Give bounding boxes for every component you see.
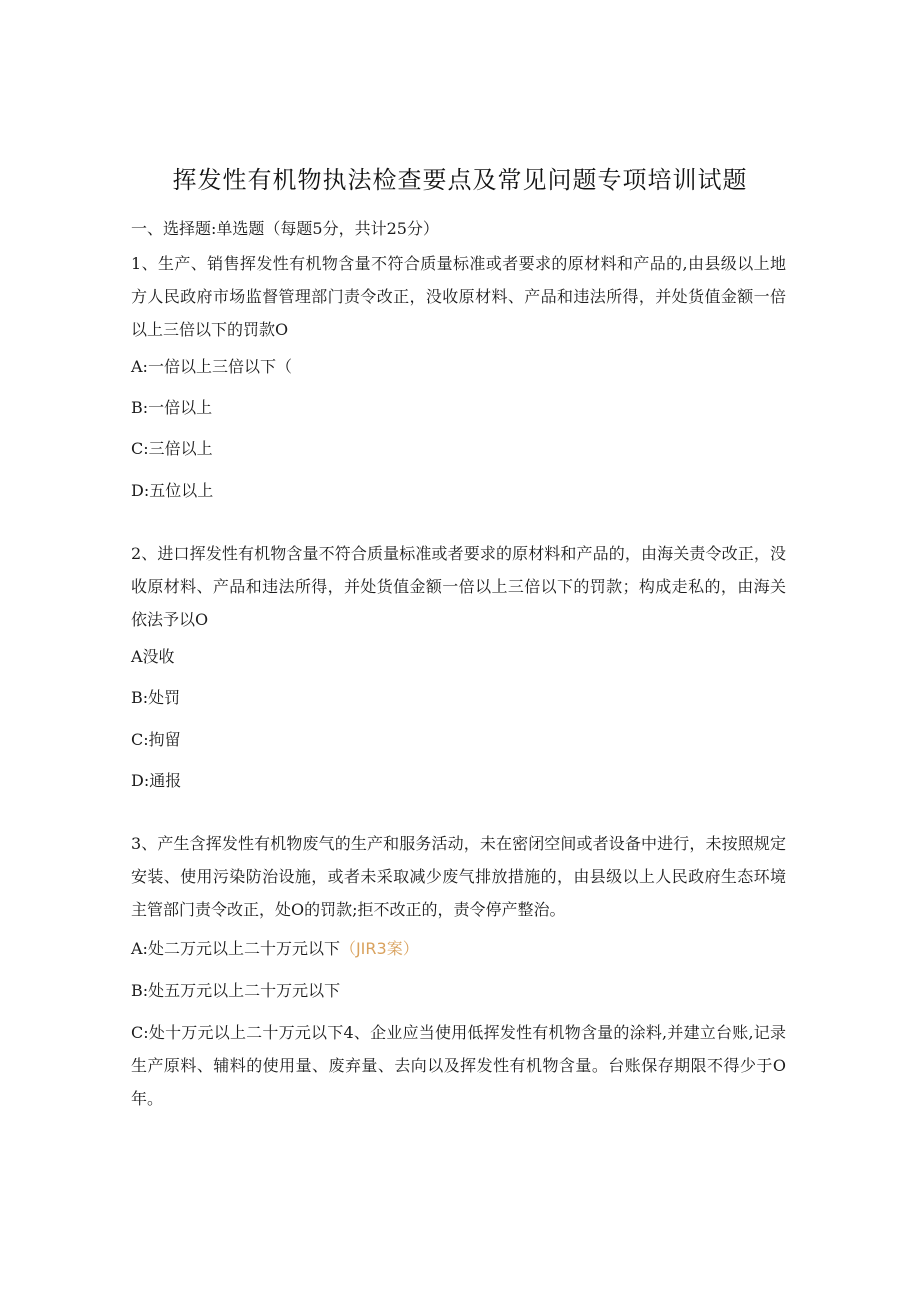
- answer-note: （JIR3案）: [339, 939, 419, 958]
- question-2-option-d: D:通报: [131, 771, 182, 790]
- question-2-option-a: A没收: [131, 647, 175, 666]
- question-3-option-a: [131, 939, 791, 959]
- question-3-stem: 3、产生含挥发性有机物废气的生产和服务活动，未在密闭空间或者设备中进行，未按照规定安装、使用污染防治设施，或者未采取减少废气排放措施的，由县级以上人民政府生态环境主管部门责令改正，处O的罚款;拒不改正的，责令停产整治。: [131, 834, 786, 919]
- question-4-paragraph: C:处十万元以上二十万元以下4、企业应当使用低挥发性有机物含量的涂料,并建立台账,记录生产原料、辅料的使用量、废弃量、去向以及挥发性有机物含量。台账保存期限不得少于O年。: [131, 1023, 786, 1108]
- question-3-option-b: B:处五万元以上二十万元以下: [131, 981, 341, 1000]
- question-1-option-c: C:三倍以上: [131, 439, 213, 458]
- document-title: 挥发性有机物执法检查要点及常见问题专项培训试题: [172, 166, 748, 194]
- question-2-option-c: C:拘留: [131, 730, 181, 749]
- question-1-option-b: B:一倍以上: [131, 398, 213, 417]
- question-2-stem: 2、进口挥发性有机物含量不符合质量标准或者要求的原材料和产品的，由海关责令改正，没收原材料、产品和违法所得，并处货值金额一倍以上三倍以下的罚款；构成走私的，由海关依法予以O: [131, 544, 786, 629]
- question-2-option-b: B:处罚: [131, 688, 181, 707]
- question-1-option-d: D:五位以上: [131, 481, 214, 500]
- question-1-stem: 1、生产、销售挥发性有机物含量不符合质量标准或者要求的原材料和产品的,由县级以上地方人民政府市场监督管理部门责令改正，没收原材料、产品和违法所得，并处货值金额一倍以上三倍以下的罚款O: [131, 254, 786, 339]
- question-3-option-a-text: A:处二万元以上二十万元以下: [131, 939, 340, 958]
- question-1-option-a: A:一倍以上三倍以下（: [131, 357, 292, 376]
- section-heading: 一、选择题:单选题（每题5分，共计25分）: [131, 219, 439, 238]
